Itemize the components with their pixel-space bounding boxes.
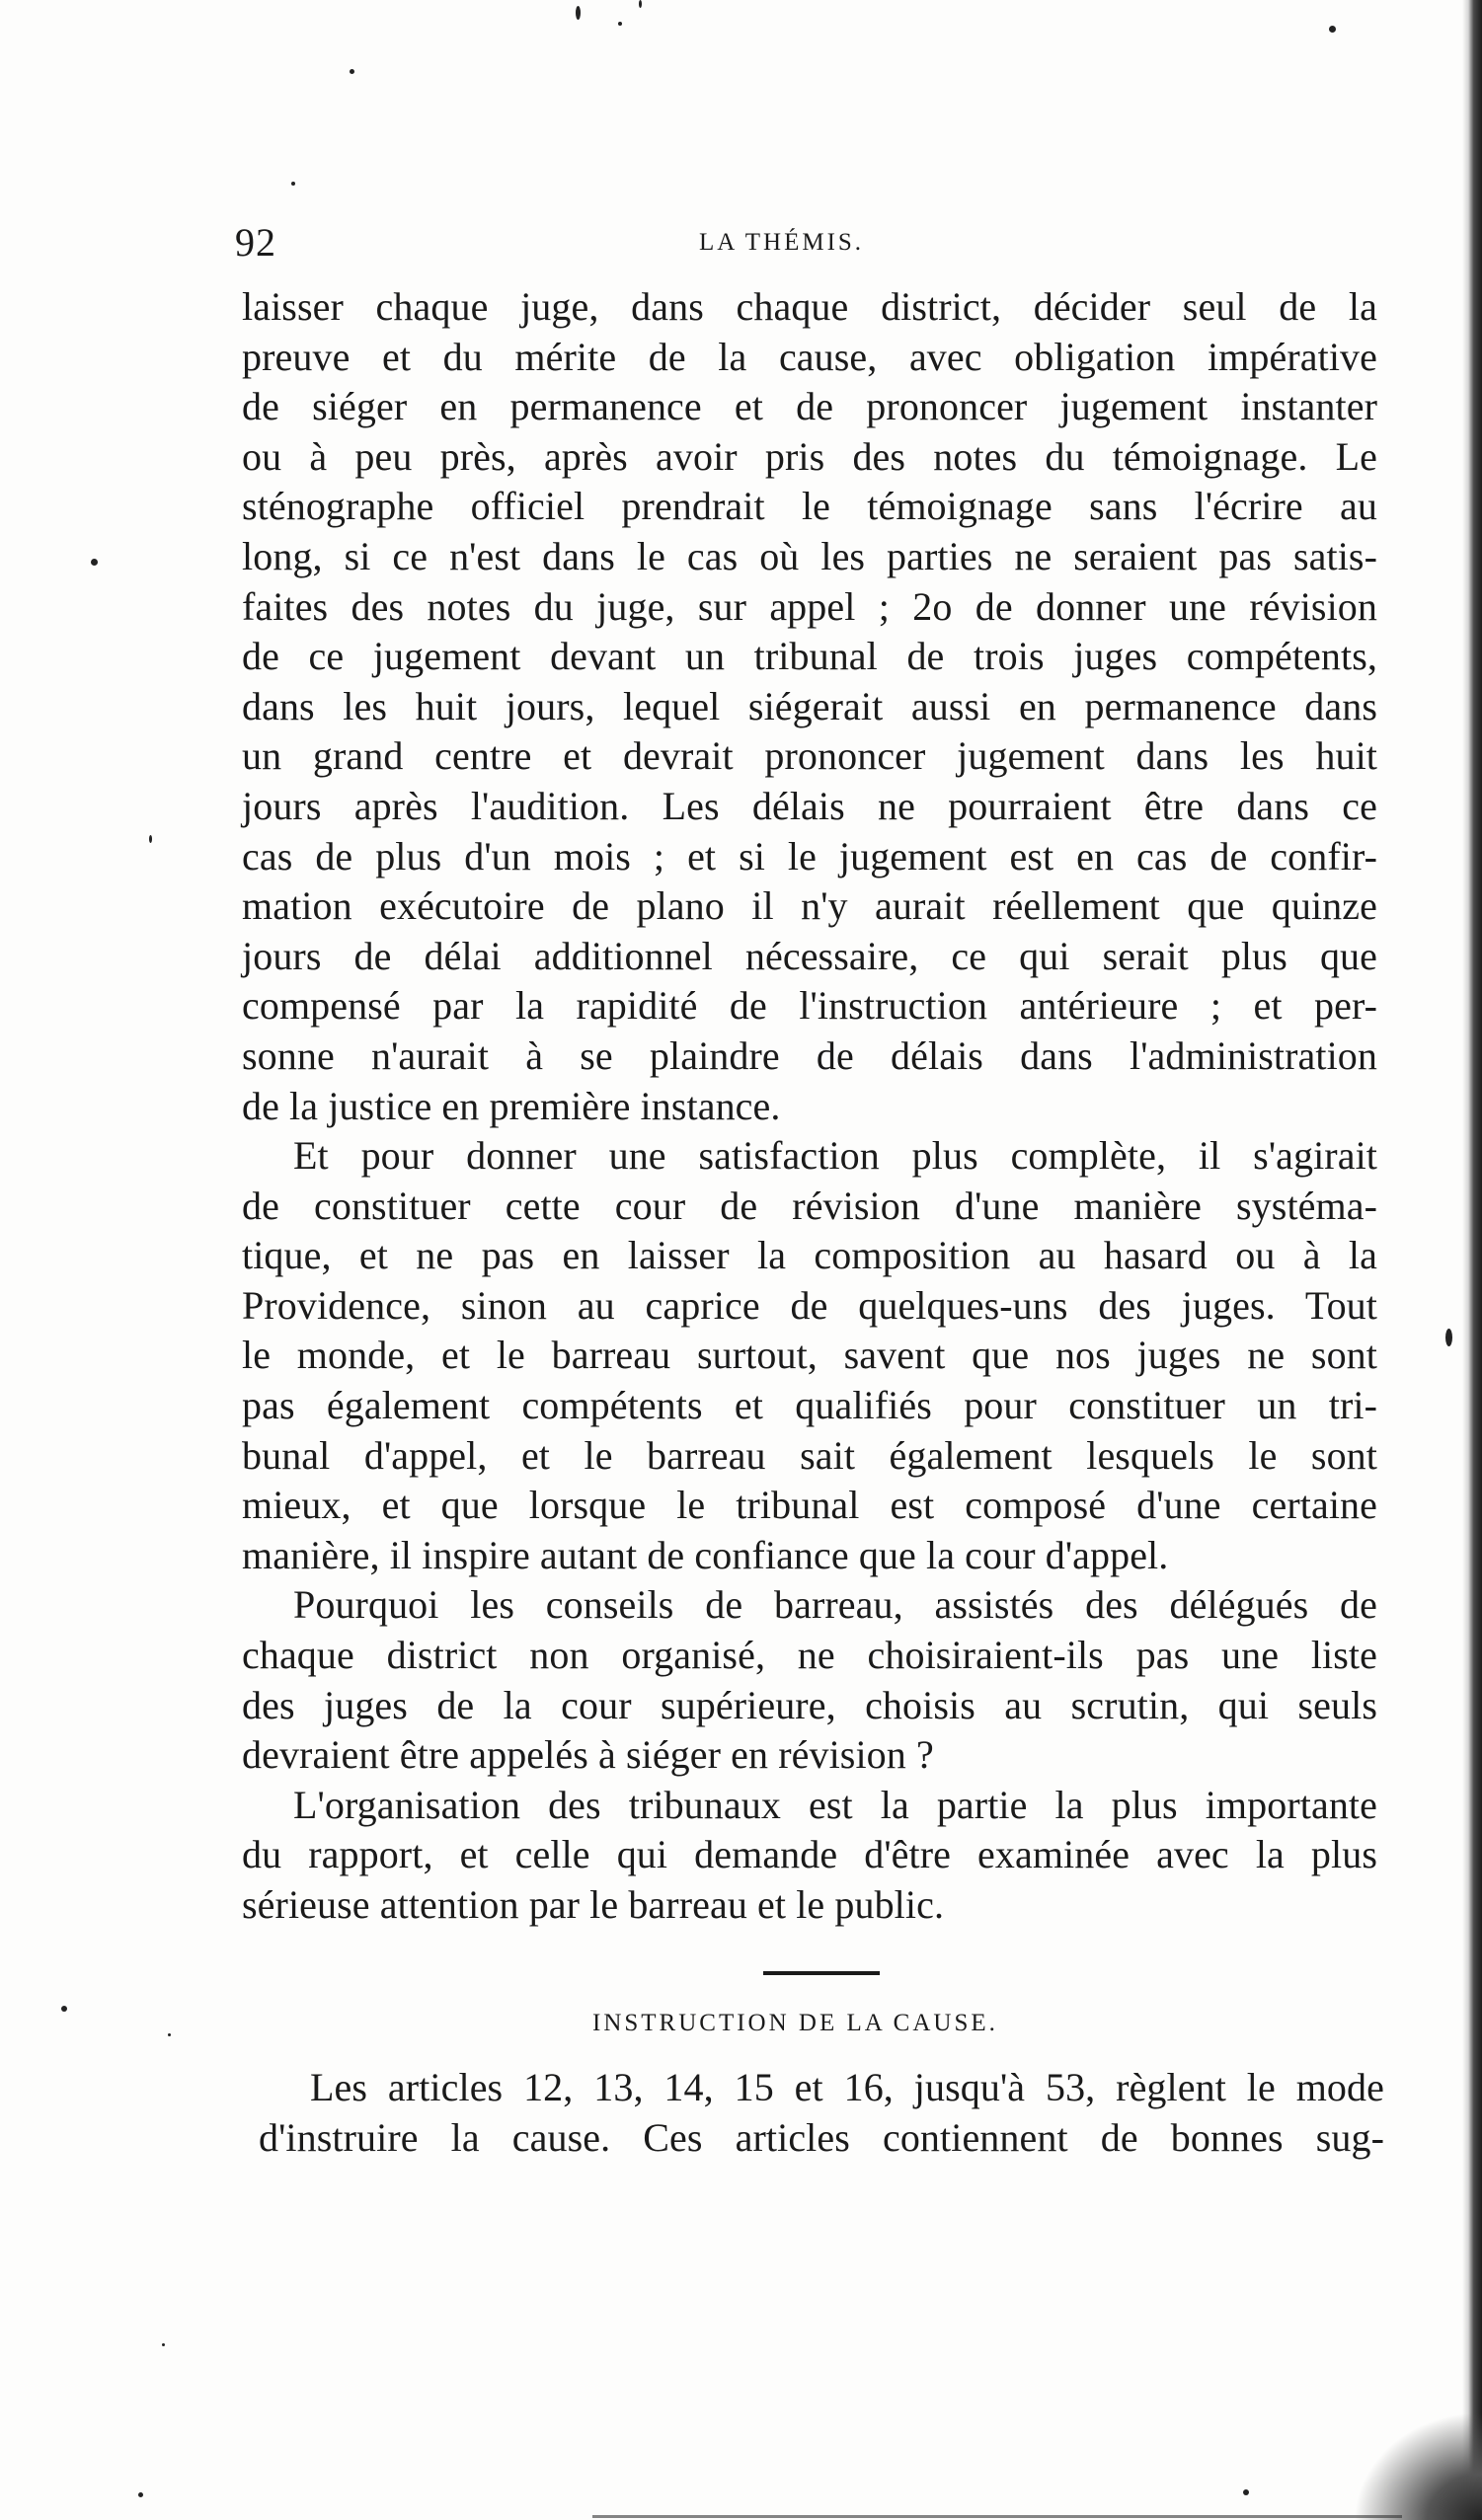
text-line: d'instruire la cause. Ces articles contiennent de bonnes sug- (259, 2114, 1384, 2160)
text-line: tique, et ne pas en laisser la composition au hasard ou à la (242, 1233, 1377, 1278)
text-line: long, si ce n'est dans le cas où les parties ne seraient pas satis- (242, 533, 1377, 578)
page-bottom-edge (592, 2515, 1402, 2518)
paragraph (242, 1781, 1377, 1931)
paragraph (259, 2063, 1384, 2163)
text-line: de siéger en permanence et de prononcer jugement instanter (242, 384, 1377, 429)
page-edge-shadow (1462, 0, 1468, 2520)
text-line: chaque district non organisé, ne choisiraient-ils pas une liste (242, 1633, 1377, 1678)
page-edge-binding (1468, 0, 1482, 2520)
text-line: mieux, et que lorsque le tribunal est composé d'une certaine (242, 1483, 1377, 1528)
scan-speck (1329, 26, 1336, 33)
text-line: pas également compétents et qualifiés pour constituer un tri- (242, 1383, 1377, 1428)
text-line: L'organisation des tribunaux est la partie la plus importante (293, 1782, 1377, 1827)
paragraph (242, 282, 1377, 1131)
text-line: Pourquoi les conseils de barreau, assistés des délégués de (293, 1582, 1377, 1628)
text-line: compensé par la rapidité de l'instruction antérieure ; et per- (242, 983, 1377, 1029)
scan-speck (639, 0, 642, 8)
scan-speck (350, 69, 354, 74)
text-line: le monde, et le barreau surtout, savent que nos juges ne sont (242, 1333, 1377, 1378)
page-corner-curl (1354, 2411, 1482, 2520)
scan-speck (618, 22, 622, 26)
text-line: Providence, sinon au caprice de quelques-uns des juges. Tout (242, 1282, 1377, 1328)
page-number: 92 (235, 220, 276, 265)
text-line: de ce jugement devant un tribunal de trois juges compétents, (242, 634, 1377, 679)
text-line: Les articles 12, 13, 14, 15 et 16, jusqu'à 53, règlent le mode (310, 2065, 1384, 2109)
scan-speck (91, 559, 98, 566)
text-line: laisser chaque juge, dans chaque district, décider seul de la (242, 284, 1377, 329)
section-body-text (259, 2063, 1384, 2163)
text-line: sonne n'aurait à se plaindre de délais dans l'administration (242, 1032, 1377, 1078)
text-line: dans les huit jours, lequel siégerait aussi en permanence dans (242, 683, 1377, 728)
text-line: cas de plus d'un mois ; et si le jugement est en cas de confir- (242, 833, 1377, 878)
text-line: preuve et du mérite de la cause, avec obligation impérative (242, 334, 1377, 379)
text-line: sténographe officiel prendrait le témoignage sans l'écrire au (242, 484, 1377, 529)
scan-speck (149, 835, 152, 843)
body-text (242, 282, 1377, 1931)
page-header (235, 219, 1222, 278)
text-line: de constituer cette cour de révision d'une manière systéma- (242, 1183, 1377, 1228)
text-line: sérieuse attention par le barreau et le public. (242, 1882, 945, 1927)
scan-speck (291, 182, 295, 186)
section-divider (763, 1971, 880, 1975)
text-line: jours de délai additionnel nécessaire, ce qui serait plus que (242, 933, 1377, 978)
text-line: ou à peu près, après avoir pris des notes du témoignage. Le (242, 433, 1377, 479)
scan-speck (576, 6, 581, 20)
text-line: faites des notes du juge, sur appel ; 2o de donner une révision (242, 583, 1377, 629)
scan-speck (1243, 2489, 1249, 2495)
text-line: des juges de la cour supérieure, choisis au scrutin, qui seuls (242, 1682, 1377, 1727)
paragraph (242, 1131, 1377, 1580)
running-head: LA THÉMIS. (699, 229, 865, 256)
scan-speck (1445, 1329, 1452, 1346)
text-line: de la justice en première instance. (242, 1083, 781, 1128)
scan-speck (61, 2006, 67, 2012)
text-line: mation exécutoire de plano il n'y aurait réellement que quinze (242, 883, 1377, 929)
paragraph (242, 1580, 1377, 1780)
text-line: du rapport, et celle qui demande d'être examinée avec la plus (242, 1832, 1377, 1877)
text-line: bunal d'appel, et le barreau sait également lesquels le sont (242, 1432, 1377, 1478)
text-line: devraient être appelés à siéger en révision ? (242, 1732, 934, 1778)
scan-speck (168, 2033, 171, 2036)
text-line: Et pour donner une satisfaction plus complète, il s'agirait (293, 1133, 1377, 1179)
scan-speck (162, 2343, 165, 2346)
text-line: un grand centre et devrait prononcer jugement dans les huit (242, 733, 1377, 779)
text-line: jours après l'audition. Les délais ne pourraient être dans ce (242, 783, 1377, 828)
section-heading: INSTRUCTION DE LA CAUSE. (592, 2010, 998, 2036)
scan-speck (138, 2492, 143, 2497)
text-line: manière, il inspire autant de confiance que la cour d'appel. (242, 1532, 1169, 1577)
